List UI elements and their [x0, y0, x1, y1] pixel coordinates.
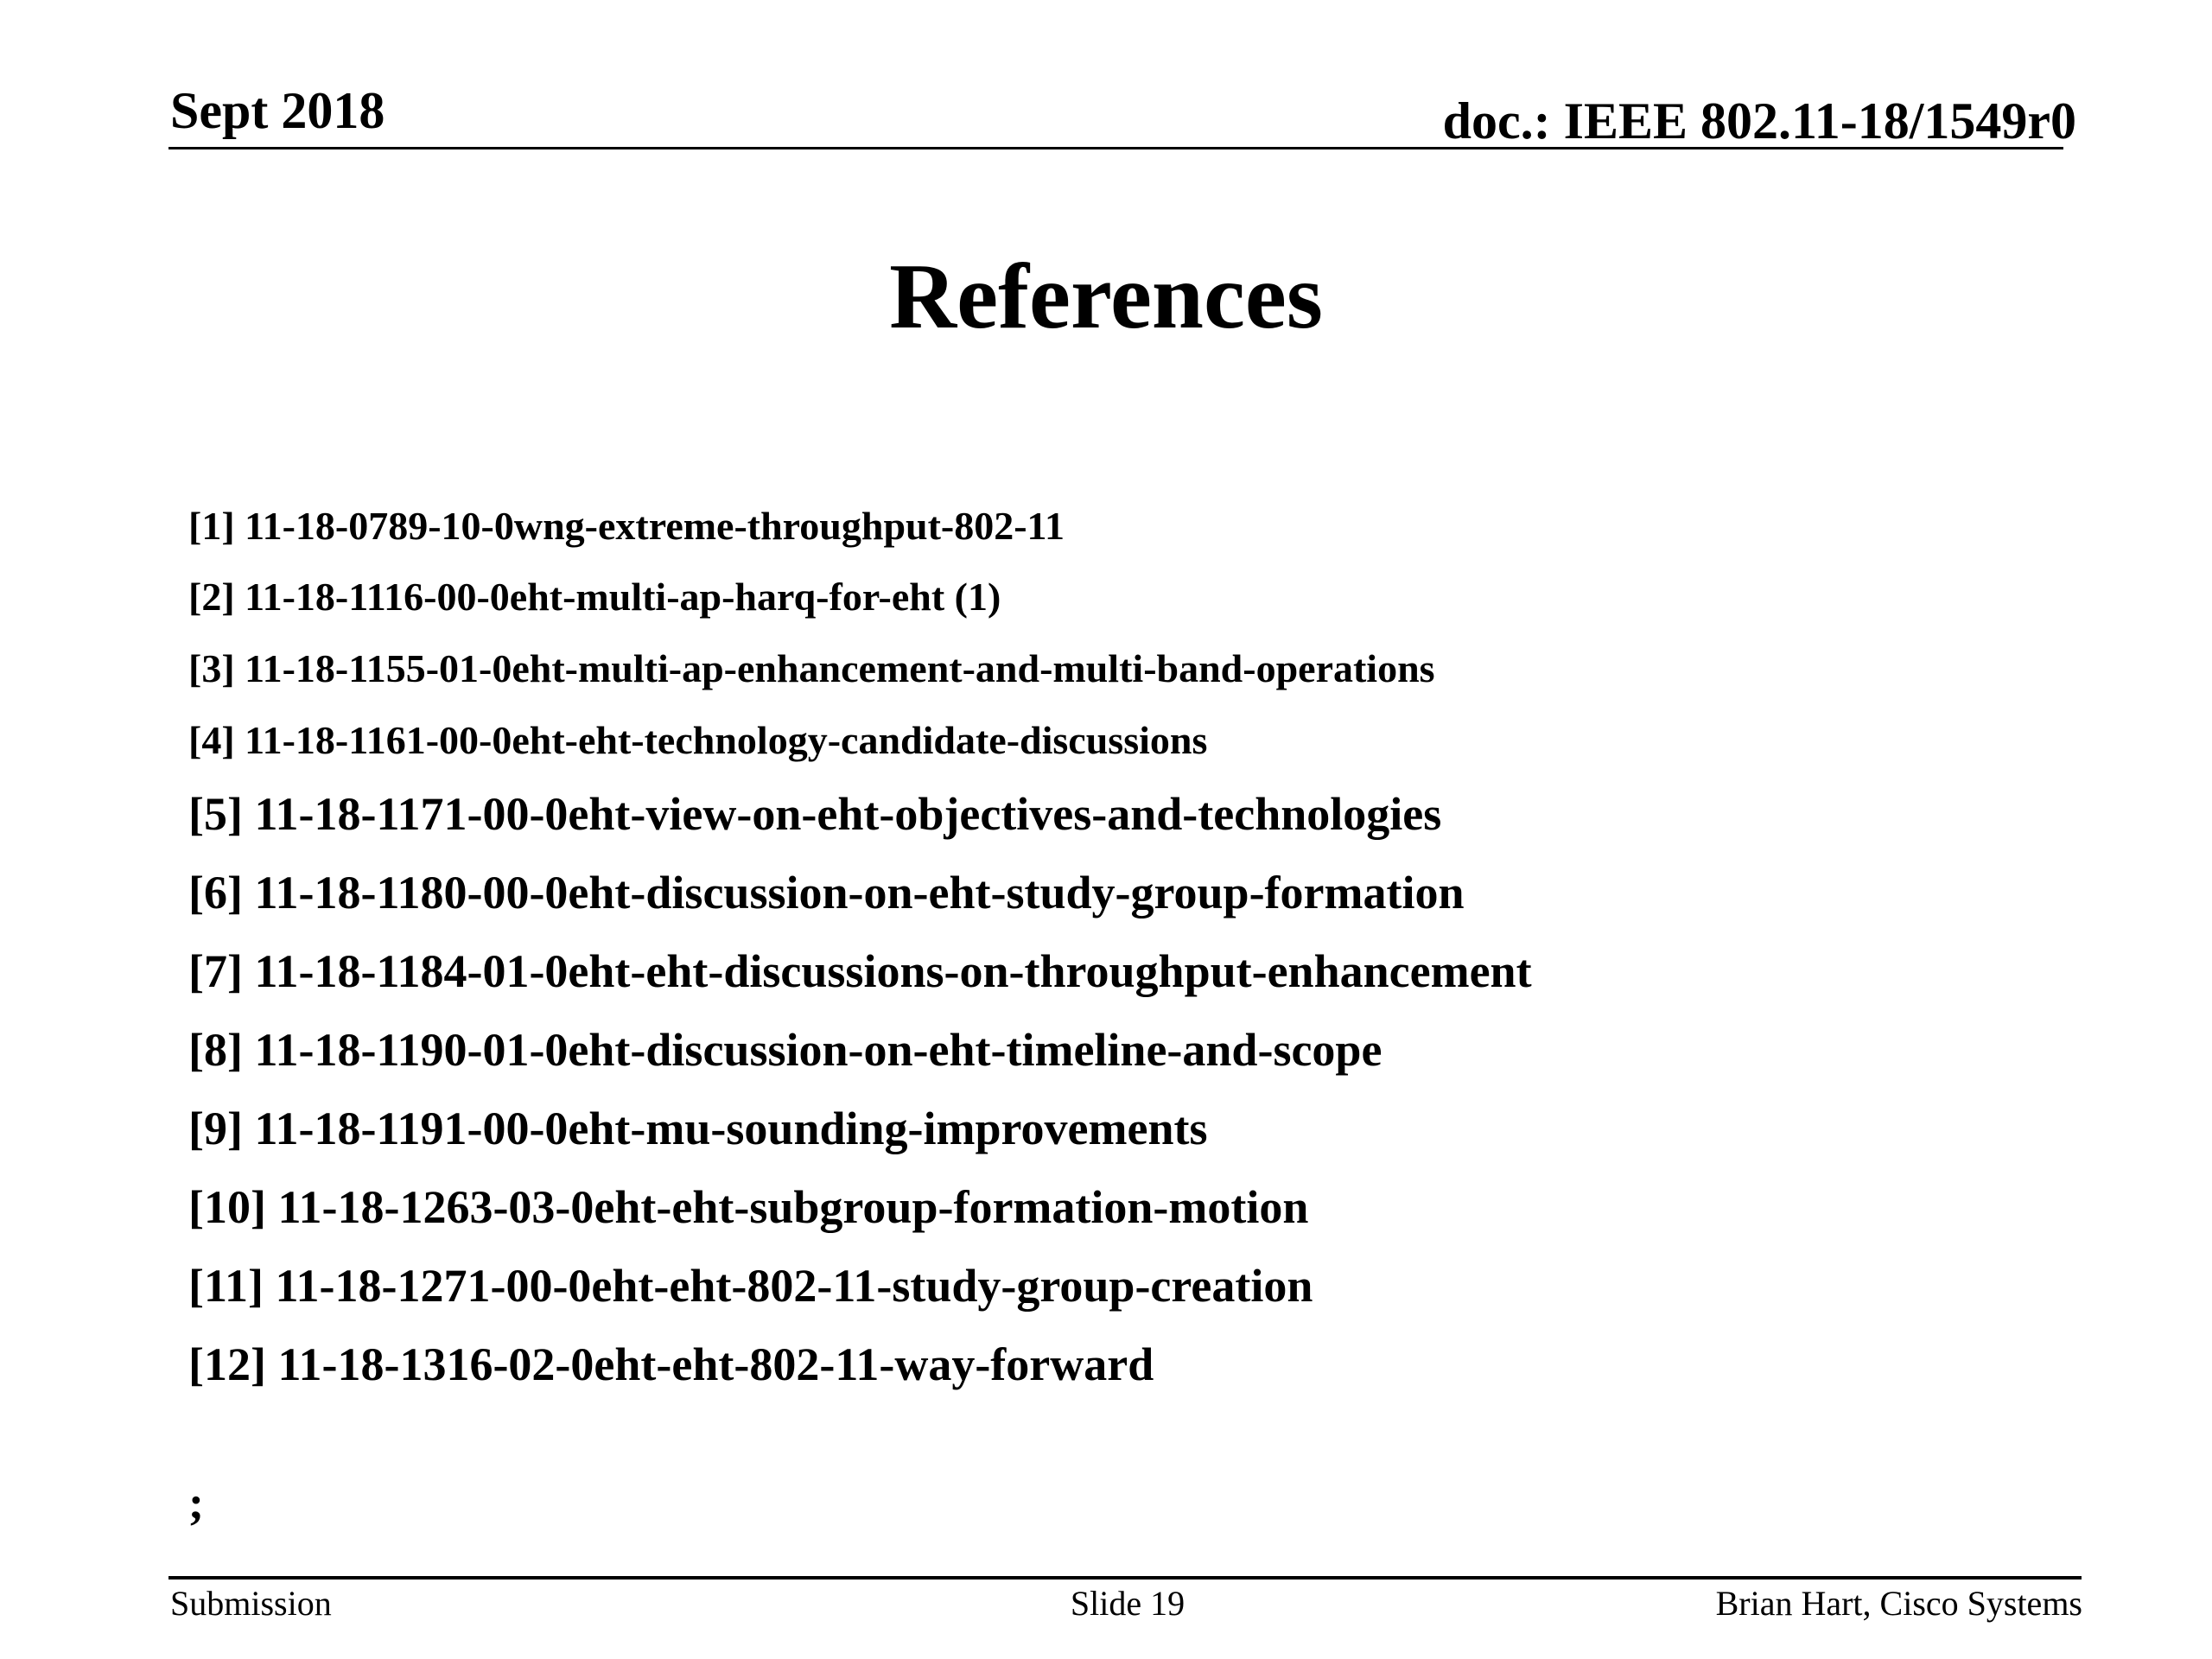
reference-item-8: [8] 11-18-1190-01-0eht-discussion-on-eht-timeline-and-scope	[188, 1024, 1382, 1076]
reference-item-3: [3] 11-18-1155-01-0eht-multi-ap-enhancement-and-multi-band-operations	[188, 646, 1435, 690]
header-date: Sept 2018	[170, 82, 385, 139]
footer-slide-number: Slide 19	[1070, 1584, 1185, 1623]
reference-item-10: [10] 11-18-1263-03-0eht-eht-subgroup-formation-motion	[188, 1181, 1309, 1233]
reference-item-4: [4] 11-18-1161-00-0eht-eht-technology-candidate-discussions	[188, 718, 1208, 762]
reference-item-6: [6] 11-18-1180-00-0eht-discussion-on-eht-study-group-formation	[188, 867, 1465, 918]
reference-item-9: [9] 11-18-1191-00-0eht-mu-sounding-improvements	[188, 1103, 1208, 1154]
trailing-semicolon: ;	[188, 1477, 204, 1529]
reference-item-12: [12] 11-18-1316-02-0eht-eht-802-11-way-forward	[188, 1338, 1154, 1390]
slide-title: References	[889, 245, 1323, 348]
header-divider	[168, 147, 2063, 149]
reference-item-1: [1] 11-18-0789-10-0wng-extreme-throughput-802-11	[188, 504, 1065, 548]
reference-item-2: [2] 11-18-1116-00-0eht-multi-ap-harq-for-eht (1)	[188, 575, 1001, 619]
footer-author: Brian Hart, Cisco Systems	[1715, 1584, 2082, 1623]
reference-item-7: [7] 11-18-1184-01-0eht-eht-discussions-on-throughput-enhancement	[188, 945, 1532, 997]
footer-divider	[168, 1576, 2082, 1580]
footer-submission: Submission	[170, 1584, 332, 1623]
reference-item-5: [5] 11-18-1171-00-0eht-view-on-eht-objectives-and-technologies	[188, 788, 1442, 840]
header-doc-id: doc.: IEEE 802.11-18/1549r0	[1442, 92, 2076, 149]
reference-item-11: [11] 11-18-1271-00-0eht-eht-802-11-study-group-creation	[188, 1260, 1313, 1312]
